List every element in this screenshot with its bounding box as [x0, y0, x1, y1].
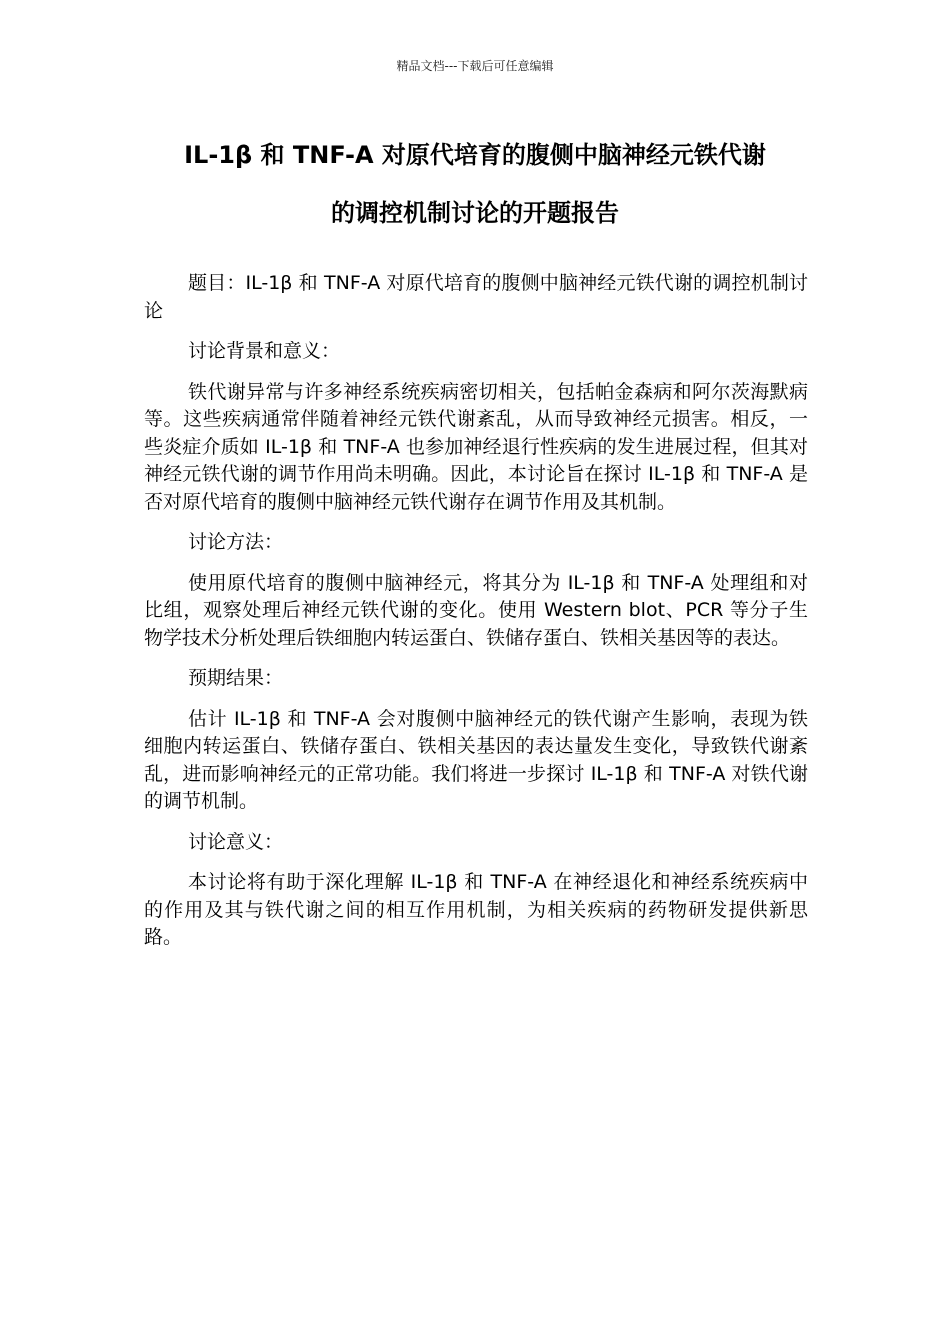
document-body [144, 270, 808, 965]
methods-heading: 讨论方法： [188, 531, 284, 553]
results-paragraph: 估计 IL-1β 和 TNF-A 会对腹侧中脑神经元的铁代谢产生影响，表现为铁细胞内转运蛋白、铁储存蛋白、铁相关基因的表达量发生变化，导致铁代谢紊乱，进而影响神经元的正常功能。我们将进一步探讨 IL-1β 和 TNF-A 对铁代谢的调节机制。 [144, 707, 808, 812]
results-heading: 预期结果： [188, 667, 284, 689]
document-title-line-2: 的调控机制讨论的开题报告 [331, 199, 619, 227]
significance-paragraph: 本讨论将有助于深化理解 IL-1β 和 TNF-A 在神经退化和神经系统疾病中的作用及其与铁代谢之间的相互作用机制，为相关疾病的药物研发提供新思路。 [144, 871, 808, 948]
topic-paragraph: 题目：IL-1β 和 TNF-A 对原代培育的腹侧中脑神经元铁代谢的调控机制讨论 [144, 272, 808, 322]
document-title-line-1: IL-1β 和 TNF-A 对原代培育的腹侧中脑神经元铁代谢 [184, 141, 766, 169]
header-note: 精品文档---下载后可任意编辑 [396, 59, 554, 73]
background-heading: 讨论背景和意义： [188, 340, 341, 362]
methods-paragraph: 使用原代培育的腹侧中脑神经元，将其分为 IL-1β 和 TNF-A 处理组和对比组，观察处理后神经元铁代谢的变化。使用 Western blot、PCR 等分子生物学技术分析处理后铁细胞内转运蛋白、铁储存蛋白、铁相关基因等的表达。 [144, 571, 808, 649]
background-paragraph: 铁代谢异常与许多神经系统疾病密切相关，包括帕金森病和阿尔茨海默病等。这些疾病通常伴随着神经元铁代谢紊乱，从而导致神经元损害。相反，一些炎症介质如 IL-1β 和 TNF-A 也参加神经退行性疾病的发生进展过程，但其对神经元铁代谢的调节作用尚未明确。因此，本讨论旨在探讨 IL-1β 和 TNF-A 是否对原代培育的腹侧中脑神经元铁代谢存在调节作用及其机制。 [144, 380, 808, 513]
significance-heading: 讨论意义： [188, 830, 284, 853]
